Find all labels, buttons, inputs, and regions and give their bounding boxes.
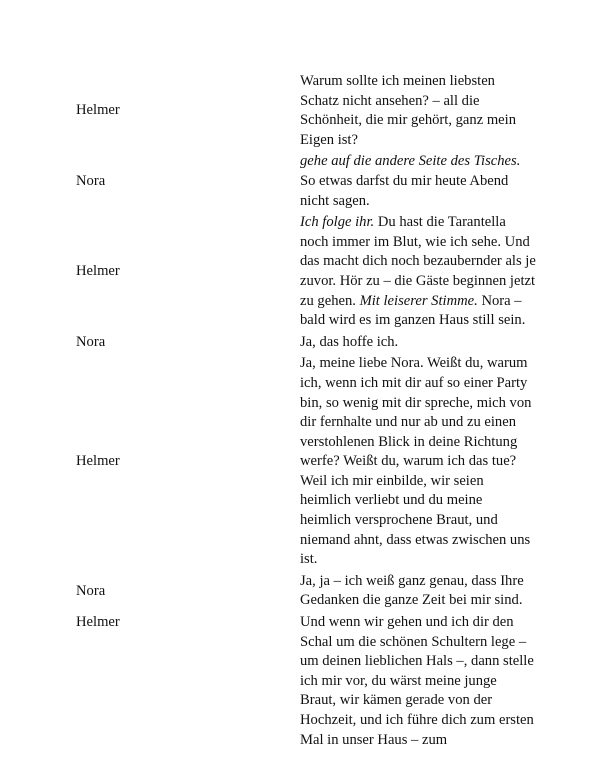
dialogue-line <box>300 333 536 355</box>
dialogue-row <box>76 152 536 213</box>
dialogue-line <box>300 213 536 333</box>
dialogue-row <box>76 333 536 355</box>
spoken-text: Ja, meine liebe Nora. Weißt du, warum ich, wenn ich mit dir auf so einer Party bin, so wenig mit dir spreche, mich von dir fernhalte und nur ab und zu einen verstohlenen Blick in deine Richtung werfe? Weißt du, warum ich das tue? Weil ich mir einbilde, wir seien heimlich verliebt und du meine heimlich versprochene Braut, und niemand ahnt, dass etwas zwischen uns ist. <box>300 355 532 568</box>
speaker-name: Helmer <box>76 614 120 631</box>
stage-direction: Ich folge ihr. <box>300 214 375 231</box>
stage-direction: gehe auf die andere Seite des Tisches. <box>300 153 521 170</box>
stage-direction: Mit leiserer Stimme. <box>359 292 478 309</box>
dialogue-row <box>76 572 536 613</box>
dialogue-line <box>300 72 536 152</box>
dialogue-line <box>300 152 536 213</box>
dialogue-row <box>76 613 536 752</box>
spoken-text: Und wenn wir gehen und ich dir den Schal um die schönen Schultern lege – um deinen lieblichen Hals –, dann stelle ich mir vor, du wärst meine junge Braut, wir kämen gerade von der Hochzeit, und ich führe dich zum ersten Mal in unser Haus – zum <box>300 614 534 748</box>
speaker-name: Helmer <box>76 263 120 280</box>
speaker-name: Nora <box>76 172 106 189</box>
dialogue-row <box>76 213 536 333</box>
speaker-name: Helmer <box>76 102 120 119</box>
speaker-name: Helmer <box>76 453 120 470</box>
spoken-text: So etwas darfst du mir heute Abend nicht sagen. <box>300 172 509 209</box>
spoken-text: Ja, das hoffe ich. <box>300 333 399 350</box>
dialogue-line <box>300 354 536 572</box>
dialogue-line <box>300 613 536 752</box>
spoken-text: Du hast die Tarantella noch immer im Blut, wie ich sehe. Und das macht dich noch bezaubernder als je zuvor. Hör zu – die Gäste beginnen jetzt zu gehen. <box>300 214 536 309</box>
speaker-name: Nora <box>76 333 106 350</box>
dialogue-table <box>76 72 536 752</box>
dialogue-body <box>76 72 536 752</box>
dialogue-line <box>300 572 536 613</box>
spoken-text: Ja, ja – ich weiß ganz genau, dass Ihre Gedanken die ganze Zeit bei mir sind. <box>300 572 524 609</box>
speaker-name: Nora <box>76 582 106 599</box>
dialogue-row <box>76 354 536 572</box>
spoken-text: Warum sollte ich meinen liebsten Schatz nicht ansehen? – all die Schönheit, die mir gehört, ganz mein Eigen ist? <box>300 73 517 148</box>
dialogue-row <box>76 72 536 152</box>
spoken-text: Nora – bald wird es im ganzen Haus still sein. <box>300 292 526 329</box>
